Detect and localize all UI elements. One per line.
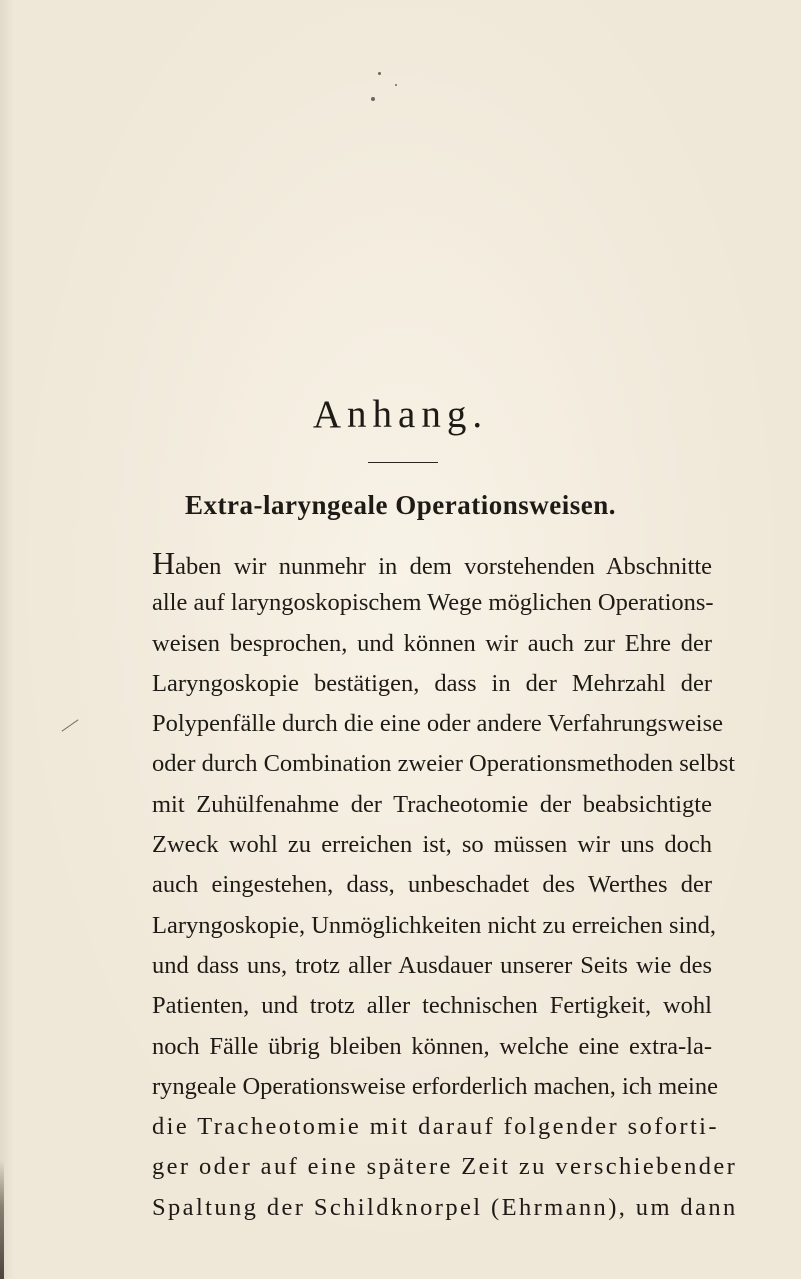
text-line: oder durch Combination zweier Operationsmethoden selbst	[152, 750, 736, 778]
text-line: Laryngoskopie, Unmöglichkeiten nicht zu erreichen sind,	[152, 911, 717, 939]
text-line: Laryngoskopie bestätigen, dass in der Mehrzahl der	[152, 669, 712, 697]
appendix-heading: Anhang.	[312, 393, 489, 436]
paper-speck	[62, 719, 79, 731]
text-line: ryngeale Operationsweise erforderlich machen, ich meine	[152, 1072, 718, 1100]
text-line: auch eingestehen, dass, unbeschadet des Werthes der	[152, 871, 712, 899]
paper-speck	[371, 97, 375, 101]
text-line: Zweck wohl zu erreichen ist, so müssen wir uns doch	[152, 831, 712, 859]
text-line	[152, 543, 712, 583]
text-line: mit Zuhülfenahme der Tracheotomie der beabsichtigte	[152, 790, 712, 818]
heading-divider	[368, 462, 438, 463]
text-line: noch Fälle übrig bleiben können, welche eine extra-la-	[152, 1032, 712, 1060]
section-subheading: Extra-laryngeale Operationsweisen.	[185, 490, 616, 520]
paper-speck	[378, 72, 381, 75]
text-line: weisen besprochen, und können wir auch zur Ehre der	[152, 629, 712, 657]
paper-speck	[395, 84, 397, 86]
text-line: Patienten, und trotz aller technischen Fertigkeit, wohl	[152, 992, 712, 1020]
text-line-emphasized: die Tracheotomie mit darauf folgender soforti-	[152, 1113, 719, 1141]
text-line: Polypenfälle durch die eine oder andere Verfahrungsweise	[152, 710, 723, 738]
text-line: alle auf laryngoskopischem Wege möglichen Operations-	[152, 589, 714, 617]
body-paragraph	[152, 543, 738, 1228]
drop-capital: H	[152, 545, 176, 581]
text-line-emphasized: ger oder auf eine spätere Zeit zu verschiebender	[152, 1153, 738, 1181]
page-edge-shadow	[0, 1160, 4, 1279]
text-line-emphasized: Spaltung der Schildknorpel (Ehrmann), um dann	[152, 1193, 738, 1221]
text-line: und dass uns, trotz aller Ausdauer unserer Seits wie des	[152, 951, 712, 979]
text-line-content: aben wir nunmehr in dem vorstehenden Abschnitte	[175, 553, 712, 580]
